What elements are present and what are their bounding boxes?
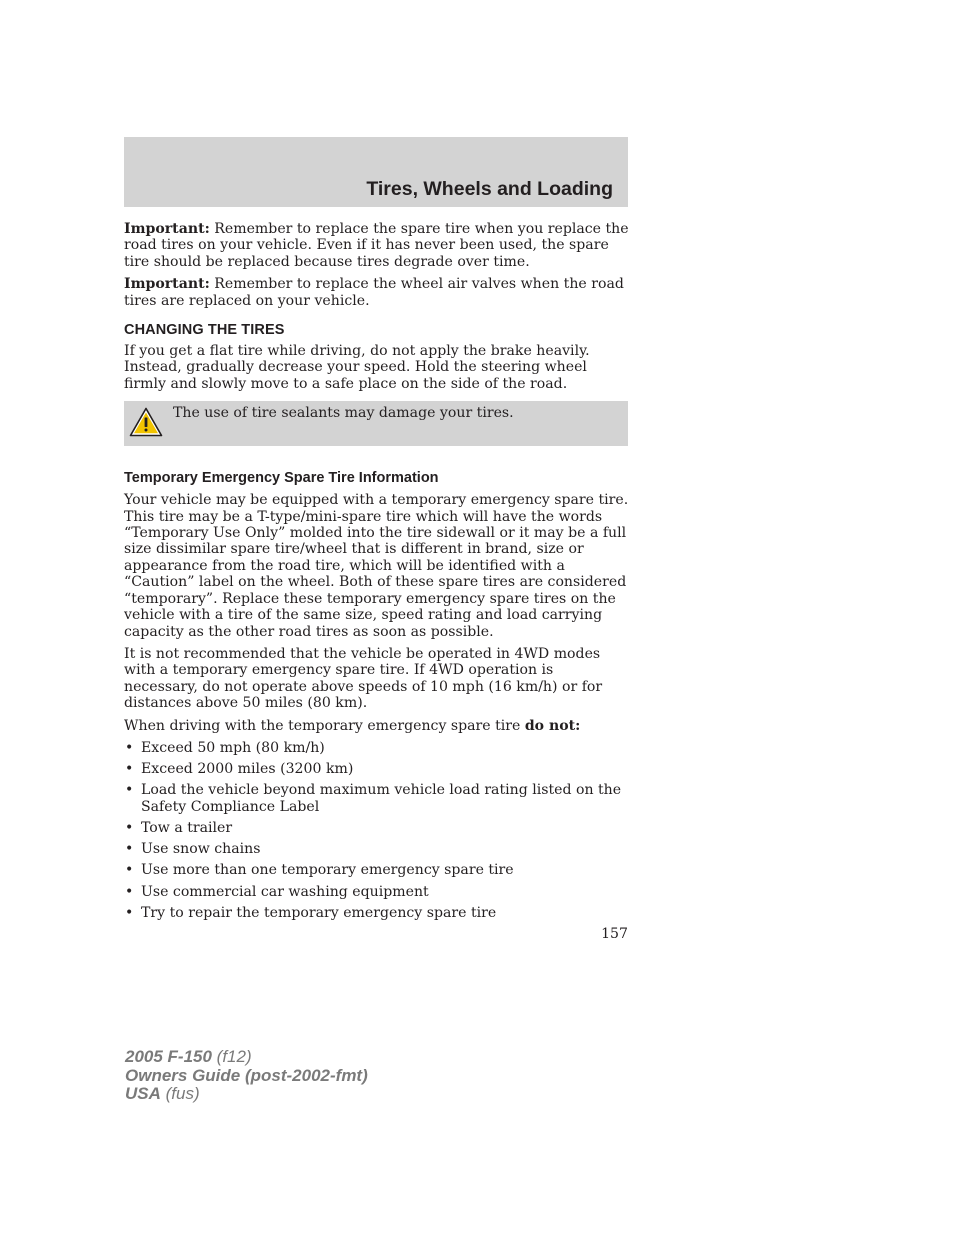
- do-not-bold: do not:: [524, 717, 581, 734]
- do-not-intro: [124, 718, 630, 734]
- footer-line-model: [125, 1048, 368, 1067]
- list-item: [124, 761, 630, 777]
- list-item-text: Use more than one temporary emergency spare tire: [141, 862, 514, 879]
- list-item-text: Use commercial car washing equipment: [141, 883, 429, 900]
- footer-model: 2005 F-150: [125, 1047, 212, 1066]
- spare-tire-heading: Temporary Emergency Spare Tire Information: [124, 470, 439, 487]
- bullet-icon: •: [125, 782, 134, 799]
- important-label: Important:: [124, 276, 210, 293]
- changing-tires-paragraph: If you get a flat tire while driving, do not apply the brake heavily. Instead, gradually decrease your speed. Hold the steering wheel firmly and slowly move to a safe place on the side of the road.: [124, 343, 590, 392]
- page-number: 157: [601, 926, 628, 942]
- list-item: [124, 740, 630, 756]
- section-title: Tires, Wheels and Loading: [366, 178, 613, 200]
- document-footer: [125, 1048, 368, 1104]
- list-item: [124, 782, 630, 815]
- list-item-text: Load the vehicle beyond maximum vehicle load rating listed on the Safety Compliance Label: [141, 782, 622, 815]
- important-note-spare-tire: [124, 221, 630, 270]
- bullet-icon: •: [125, 904, 134, 921]
- bullet-icon: •: [125, 819, 134, 836]
- warning-text: The use of tire sealants may damage your tires.: [173, 405, 514, 422]
- list-item: [124, 820, 630, 836]
- important-label: Important:: [124, 221, 210, 237]
- warning-box: [124, 401, 628, 446]
- list-item-text: Try to repair the temporary emergency spare tire: [141, 904, 497, 921]
- bullet-icon: •: [125, 739, 134, 756]
- list-item-text: Exceed 50 mph (80 km/h): [141, 739, 325, 756]
- list-item: [124, 884, 630, 900]
- do-not-list: [124, 740, 630, 921]
- warning-triangle-icon: [129, 407, 163, 437]
- do-not-intro-text: When driving with the temporary emergency spare tire: [124, 717, 525, 734]
- list-item-text: Exceed 2000 miles (3200 km): [141, 761, 354, 778]
- list-item-text: Tow a trailer: [141, 819, 233, 836]
- important-note-air-valves: [124, 276, 630, 309]
- section-header-band: [124, 137, 628, 207]
- list-item: [124, 862, 630, 878]
- changing-tires-heading: CHANGING THE TIRES: [124, 322, 285, 339]
- footer-market-code: (fus): [160, 1084, 200, 1103]
- page-content: [124, 221, 630, 926]
- bullet-icon: •: [125, 761, 134, 778]
- spare-tire-paragraph-2: It is not recommended that the vehicle be operated in 4WD modes with a temporary emergency spare tire. If 4WD operation is necessary, do not operate above speeds of 10 mph (16 km/h) or for distances above 50 miles (80 km).: [124, 645, 603, 712]
- footer-market: USA: [125, 1084, 161, 1103]
- important-text: Remember to replace the wheel air valves when the road tires are replaced on your vehicle.: [124, 276, 624, 309]
- bullet-icon: •: [125, 862, 134, 879]
- list-item: [124, 905, 630, 921]
- footer-guide: Owners Guide (post-2002-fmt): [125, 1065, 368, 1085]
- footer-line-guide: [125, 1067, 368, 1086]
- footer-line-market: [125, 1085, 368, 1104]
- bullet-icon: •: [125, 883, 134, 900]
- important-text: Remember to replace the spare tire when you replace the road tires on your vehicle. Even if it has never been used, the spare tire should be replaced because tires degrade over time.: [124, 221, 629, 270]
- list-item-text: Use snow chains: [141, 841, 261, 858]
- bullet-icon: •: [125, 841, 134, 858]
- spare-tire-paragraph-1: Your vehicle may be equipped with a temporary emergency spare tire. This tire may be a T-type/mini-spare tire which will have the words “Temporary Use Only” molded into the tire sidewall or it may be a full size dissimilar spare tire/wheel that is different in brand, size or appearance from the road tire, which will be identified with a “Caution” label on the wheel. Both of these spare tires are considered “temporary”. Replace these temporary emergency spare tires on the vehicle with a tire of the same size, speed rating and load carrying capacity as the other road tires as soon as possible.: [124, 492, 629, 640]
- footer-model-code: (f12): [211, 1047, 252, 1066]
- list-item: [124, 841, 630, 857]
